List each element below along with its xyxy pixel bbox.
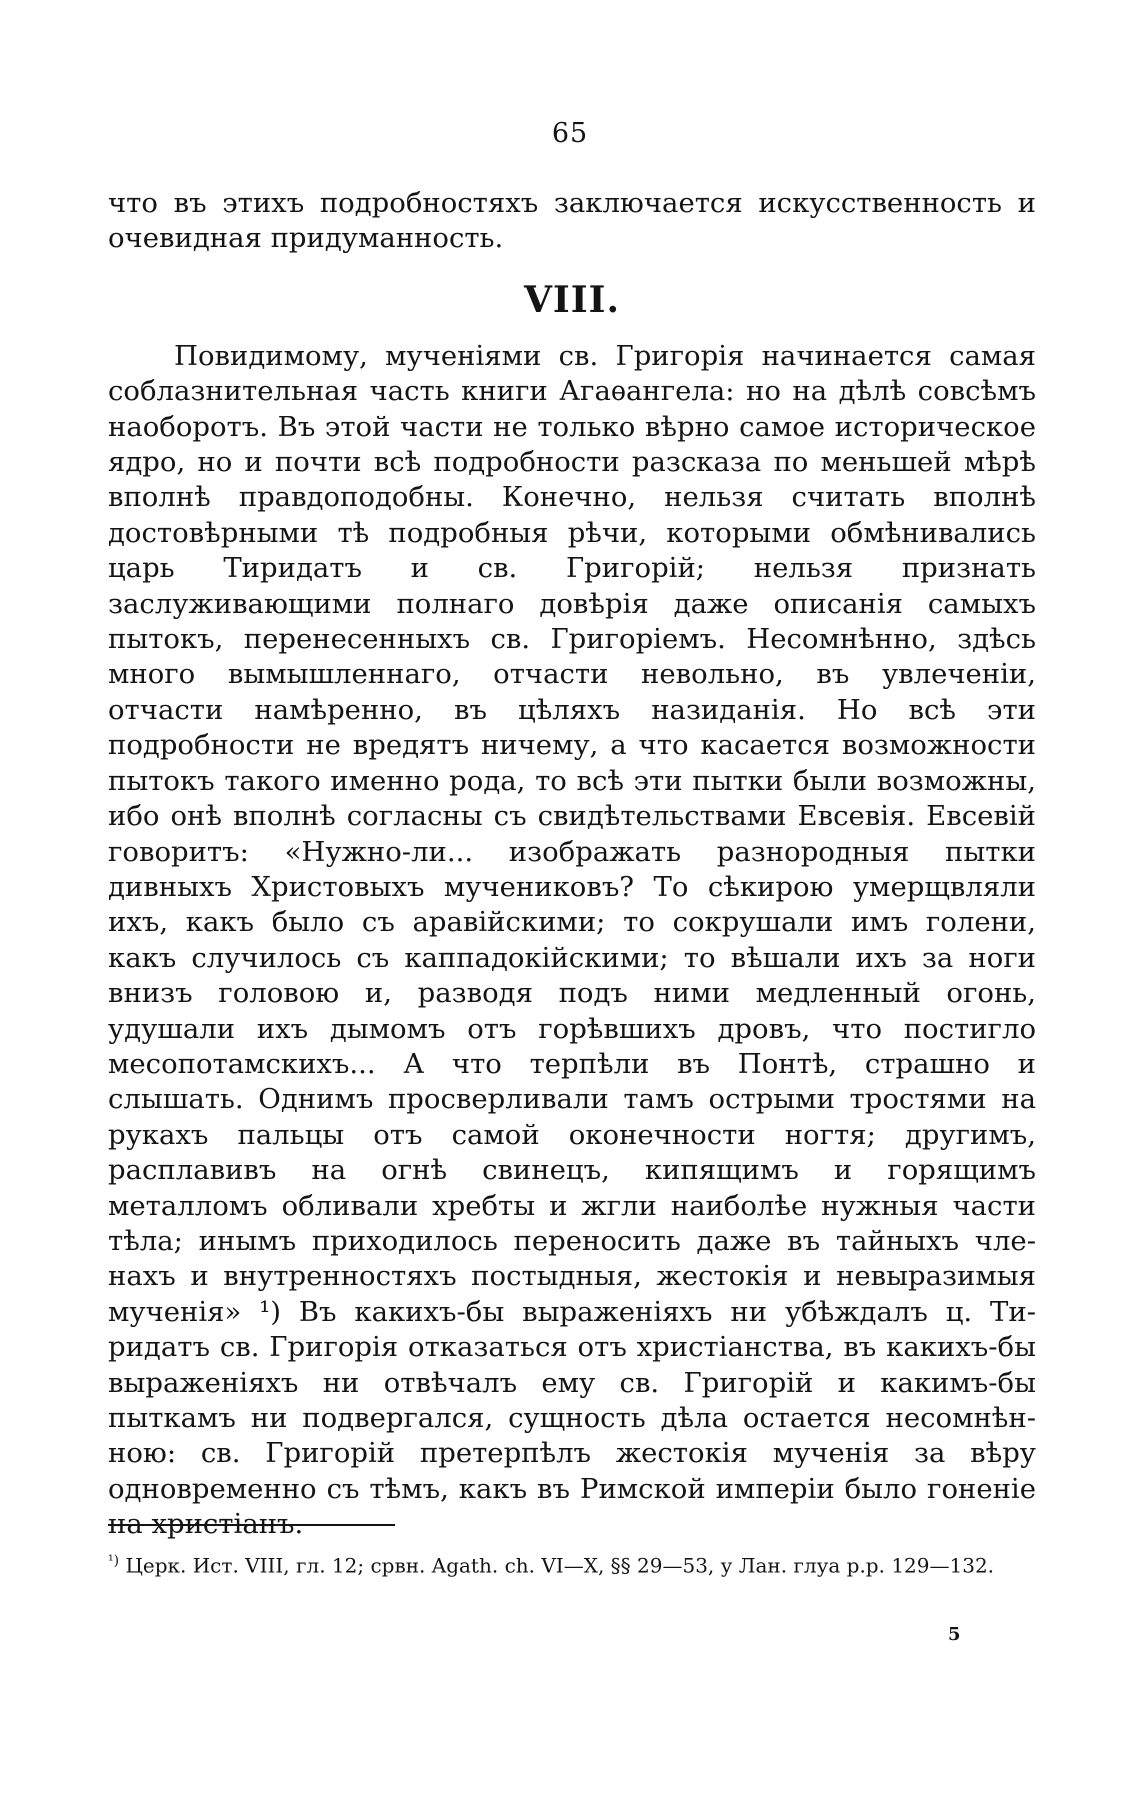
body-paragraph: Повидимому, мученіями св. Григорія начинается самая соблазнительная часть книги Агаѳангела: но на дѣлѣ совсѣмъ наоборотъ. Въ этой части не только вѣрно самое историческое ядро, но и почти всѣ подробности разсказа по меньшей мѣрѣ вполнѣ правдоподобны. Конечно, нельзя считать вполнѣ достовѣрными тѣ подробныя рѣчи, которыми обмѣнивались царь Тиридатъ и св. Григорій; нельзя признать заслуживающими полнаго довѣрія даже описанія самыхъ пытокъ, перенесенныхъ св. Григоріемъ. Несомнѣнно, здѣсь много вымышленнаго, отчасти невольно, въ увлеченіи, отчасти намѣренно, въ цѣляхъ назиданія. Но всѣ эти подробности не вредятъ ничему, а что касается возможности пытокъ такого именно рода, то всѣ эти пытки были возможны, ибо онѣ вполнѣ согласны съ свидѣтельствами Евсевія. Евсевій говоритъ: «Нужно-ли... изображать разнородныя пытки дивныхъ Христовыхъ мучениковъ? То сѣкирою умерщвляли ихъ, какъ было съ аравійскими; то сокрушали имъ голени, какъ случилось съ каппадокійскими; то вѣшали ихъ за ноги внизъ головою и, разводя подъ ними медленный огонь, удушали ихъ дымомъ отъ горѣвшихъ дровъ, что постигло месопотамскихъ... А что терпѣли въ Понтѣ, страшно и слышать. Однимъ просверливали тамъ острыми тростями на рукахъ пальцы отъ самой оконечности ногтя; другимъ, расплавивъ на огнѣ свинецъ, кипящимъ и горящимъ металломъ обливали хребты и жгли наиболѣе нужныя части тѣла; инымъ приходилось переносить даже въ тайныхъ членахъ и внутренностяхъ постыдныя, жестокія и невыразимыя мученія» ¹) Въ какихъ-бы выраженіяхъ ни убѣждалъ ц. Тиридатъ св. Григорія отказаться отъ христіанства, въ какихъ-бы выраженіяхъ ни отвѣчалъ ему св. Григорій и какимъ-бы пыткамъ ни подвергался, сущность дѣла остается несомнѣнною: св. Григорій претерпѣлъ жестокія мученія за вѣру одновременно съ тѣмъ, какъ въ Римской имперіи было гоненіе на христіанъ. [108, 339, 1036, 1541]
page-number: 65 [551, 118, 589, 149]
footnote-text: Церк. Ист. VIII, гл. 12; срвн. Agath. ch. VI—X, §§ 29—53, у Лан. глуа р.р. 129—132. [125, 1553, 995, 1578]
footnote-divider [108, 1524, 395, 1526]
printer-signature-mark: 5 [948, 1624, 961, 1645]
footnote-marker: ¹) [108, 1553, 120, 1569]
text-column [108, 186, 1036, 1543]
chapter-heading: VIII. [524, 278, 620, 321]
footnote [108, 1545, 1036, 1582]
continuation-paragraph: что въ этихъ подробностяхъ заключается искусственность и очевидная придуманность. [108, 187, 1036, 255]
